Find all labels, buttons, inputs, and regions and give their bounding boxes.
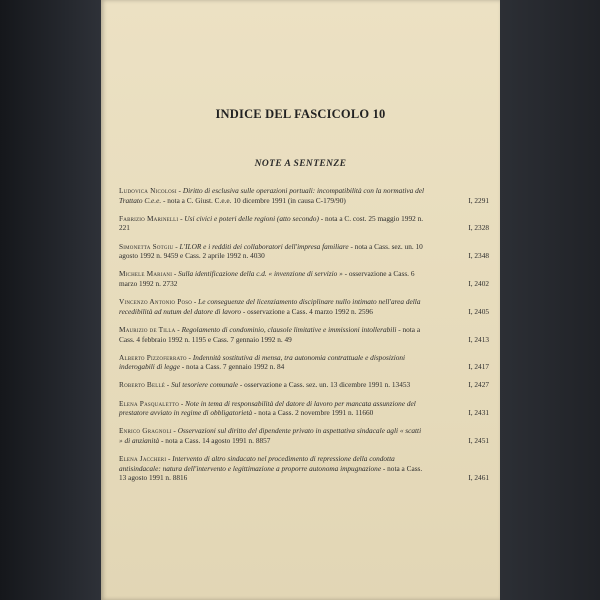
entry-title: Sulla identificazione della c.d. « invenzione di servizio » xyxy=(178,269,343,279)
entry-author: Roberto Bellé xyxy=(119,380,165,390)
section-title: NOTE A SENTENZE xyxy=(254,159,347,169)
entry-author: Fabrizio Marinelli xyxy=(119,213,179,223)
index-entry: Vincenzo Antonio Poso - Le conseguenze del licenziamento disciplinare nullo intimato nell'area della recedibilità ad nutum del datore di lavoro - osservazione a Cass. 4 marzo 1992 n. 2596 I, 2405 xyxy=(119,297,489,316)
index-entry: Ludovica Nicolosi - Diritto di esclusiva sulle operazioni portuali: incompatibilità con la normativa del Trattato C.e.e. - nota a C. Giust. C.e.e. 10 dicembre 1991 (in causa C-179/90) I, 2291 xyxy=(119,186,489,205)
index-entry: Maurizio de Tilla - Regolamento di condominio, clausole limitative e immissioni intollerabili - nota a Cass. 4 febbraio 1992 n. 1195 e Cass. 7 gennaio 1992 n. 49 I, 2413 xyxy=(119,324,489,344)
entry-page-ref: I, 2427 xyxy=(468,380,489,390)
entry-author: Alberto Pizzoferrato xyxy=(119,352,187,362)
index-entry: Fabrizio Marinelli - Usi civici e poteri delle regioni (atto secondo) - nota a C. cost. 25 maggio 1992 n. 221 I, 2328 xyxy=(119,213,489,233)
entry-author: Simonetta Sotgiu xyxy=(119,241,174,251)
entry-title: L'ILOR e i redditi dei collaboratori dell'impresa familiare xyxy=(179,241,349,251)
entry-page-ref: I, 2348 xyxy=(468,251,489,261)
entry-title: Indennità sostitutiva di mensa, tra autonomia contrattuale e disposizioni inderogabili di legge xyxy=(119,352,406,372)
entry-detail: - nota a C. cost. 25 maggio 1992 n. 221 xyxy=(119,213,424,233)
book-page xyxy=(101,0,500,600)
index-entry: Alberto Pizzoferrato - Indennità sostitutiva di mensa, tra autonomia contrattuale e disposizioni inderogabili di legge - nota a Cass. 7 gennaio 1992 n. 84 I, 2417 xyxy=(119,352,489,372)
entry-author: Ludovica Nicolosi xyxy=(119,186,177,195)
entry-title: Sul tesoriere comunale xyxy=(171,380,239,390)
index-title: INDICE DEL FASCICOLO 10 xyxy=(215,107,386,121)
entry-detail: - nota a Cass. 13 agosto 1991 n. 8816 xyxy=(119,463,423,483)
entry-author: Michele Mariani xyxy=(119,269,173,279)
entry-title: Le conseguenze del licenziamento disciplinare nullo intimato nell'area della recedibilità ad nutum del datore di lavoro xyxy=(119,297,421,316)
background-left xyxy=(0,0,101,600)
entry-page-ref: I, 2431 xyxy=(468,408,489,418)
entry-author: Maurizio de Tilla xyxy=(119,324,176,334)
entry-author: Vincenzo Antonio Poso xyxy=(119,297,193,307)
index-entry: Simonetta Sotgiu - L'ILOR e i redditi dei collaboratori dell'impresa familiare - nota a Cass. sez. un. 10 agosto 1992 n. 9459 e Cass. 2 aprile 1992 n. 4030 I, 2348 xyxy=(119,241,489,261)
entry-page-ref: I, 2451 xyxy=(468,436,489,446)
entry-detail: - nota a Cass. 7 gennaio 1992 n. 84 xyxy=(181,362,285,372)
index-entry: Michele Mariani - Sulla identificazione della c.d. « invenzione di servizio » - osservazione a Cass. 6 marzo 1992 n. 2732 I, 2402 xyxy=(119,269,489,288)
entry-page-ref: I, 2405 xyxy=(468,306,489,316)
entry-title: Diritto di esclusiva sulle operazioni portuali: incompatibilità con la normativa del Trattato C.e.e. xyxy=(119,186,425,205)
entry-detail: - osservazione a Cass. sez. un. 13 dicembre 1991 n. 13453 xyxy=(239,380,411,390)
entry-title: Intervento di altro sindacato nel procedimento di repressione della condotta antisindacale: natura dell'intervento e legittimazione a proporre autonoma impugnazione xyxy=(119,454,395,473)
entry-author: Enrico Gragnoli xyxy=(119,426,172,436)
index-entry: Elena Pasqualetto - Note in tema di responsabilità del datore di lavoro per mancata assunzione del prestatore avviato in regime di obbligatorietà - nota a Cass. 2 novembre 1991 n. 11660 I, 2431 xyxy=(119,398,489,418)
entry-page-ref: I, 2417 xyxy=(468,362,489,372)
index-entry: Roberto Bellé - Sul tesoriere comunale - osservazione a Cass. sez. un. 13 dicembre 1991 n. 13453 I, 2427 xyxy=(119,380,489,390)
entry-page-ref: I, 2461 xyxy=(468,473,489,483)
entry-page-ref: I, 2291 xyxy=(468,195,489,205)
background-right xyxy=(500,0,600,600)
entry-title: Regolamento di condominio, clausole limitative e immissioni intollerabili xyxy=(181,324,397,334)
index-entry: Elena Jaccheri - Intervento di altro sindacato nel procedimento di repressione della condotta antisindacale: natura dell'intervento e legittimazione a proporre autonoma impugnazione - nota a Cass. 13 agosto 1991 n. 8816 I, 2461 xyxy=(119,454,489,483)
entry-page-ref: I, 2413 xyxy=(468,334,489,344)
entry-detail: - nota a C. Giust. C.e.e. 10 dicembre 1991 (in causa C-179/90) xyxy=(163,195,346,205)
index-entry: Enrico Gragnoli - Osservazioni sul diritto del dipendente privato in aspettativa sindacale agli « scatti » di anzianità - nota a Cass. 14 agosto 1991 n. 8857 I, 2451 xyxy=(119,426,489,446)
entry-page-ref: I, 2402 xyxy=(468,278,489,288)
entry-detail: - nota a Cass. sez. un. 10 agosto 1992 n. 9459 e Cass. 2 aprile 1992 n. 4030 xyxy=(119,241,423,261)
entry-title: Usi civici e poteri delle regioni (atto secondo) xyxy=(184,213,319,223)
entry-title: Osservazioni sul diritto del dipendente privato in aspettativa sindacale agli « scatti » di anzianità xyxy=(119,426,422,446)
index-entries xyxy=(119,186,489,492)
entry-detail: - nota a Cass. 4 febbraio 1992 n. 1195 e Cass. 7 gennaio 1992 n. 49 xyxy=(119,324,421,344)
entry-page-ref: I, 2328 xyxy=(468,223,489,233)
entry-detail: - nota a Cass. 2 novembre 1991 n. 11660 xyxy=(253,408,374,418)
entry-detail: - nota a Cass. 14 agosto 1991 n. 8857 xyxy=(160,436,271,446)
entry-author: Elena Pasqualetto xyxy=(119,398,180,408)
entry-title: Note in tema di responsabilità del datore di lavoro per mancata assunzione del prestatore avviato in regime di obbligatorietà xyxy=(119,398,416,418)
entry-detail: - osservazione a Cass. 6 marzo 1992 n. 2732 xyxy=(119,269,415,288)
entry-detail: - osservazione a Cass. 4 marzo 1992 n. 2596 xyxy=(242,306,373,316)
entry-author: Elena Jaccheri xyxy=(119,454,167,464)
